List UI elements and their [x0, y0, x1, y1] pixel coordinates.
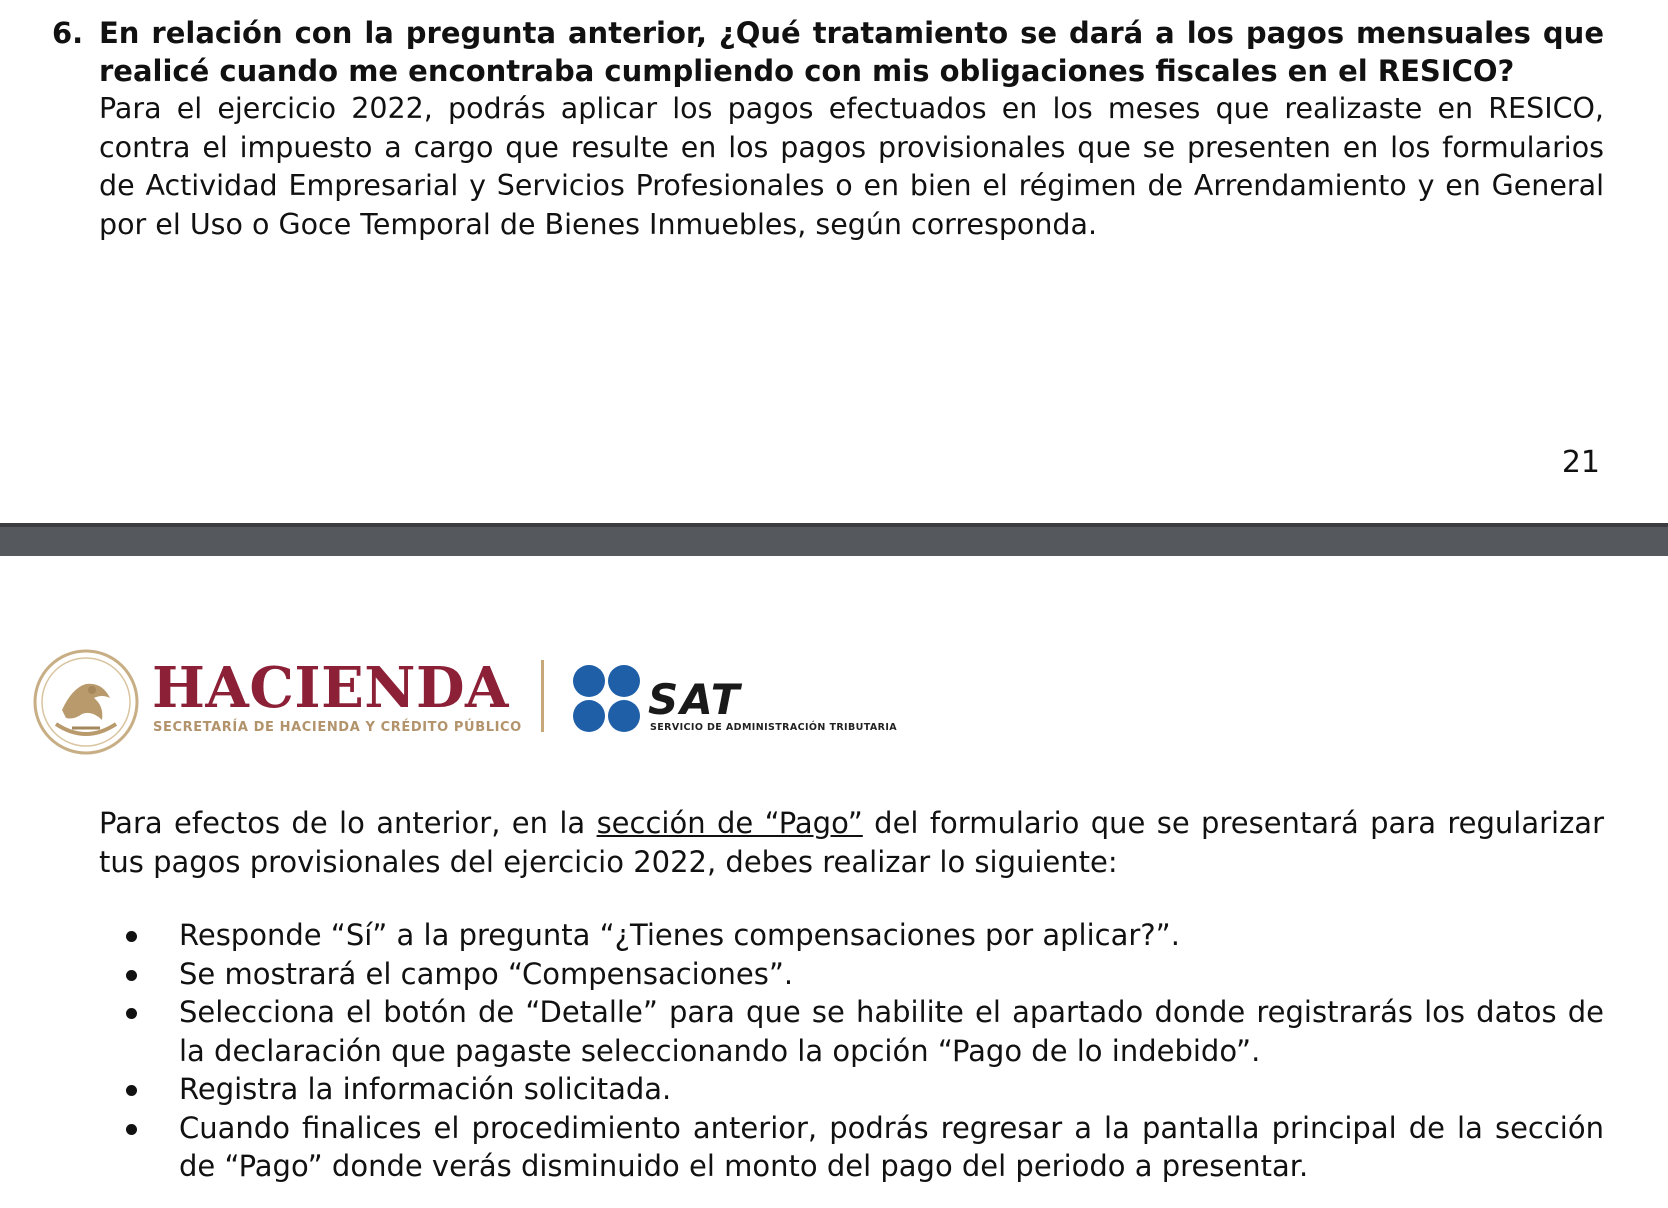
hacienda-logo-subtitle: SECRETARÍA DE HACIENDA Y CRÉDITO PÚBLICO [153, 720, 522, 735]
sat-logo-icon [572, 664, 642, 734]
list-item-text: Se mostrará el campo “Compensaciones”. [179, 956, 794, 991]
mexico-seal-icon [32, 648, 140, 756]
list-item-text: Cuando finalices el procedimiento anterior, podrás regresar a la pantalla principal de la sección de “Pago” donde verás disminuido el monto del pago del periodo a presentar. [179, 1110, 1604, 1183]
header-logos [32, 648, 912, 758]
sat-logo-title: SAT [648, 675, 742, 724]
question-text: En relación con la pregunta anterior, ¿Qué tratamiento se dará a los pagos mensuales que realicé cuando me encontraba cumpliendo con mis obligaciones fiscales en el RESICO? [99, 16, 1604, 88]
page-separator [0, 523, 1668, 556]
sat-logo-subtitle: SERVICIO DE ADMINISTRACIÓN TRIBUTARIA [650, 722, 898, 733]
document-page-22 [0, 556, 1668, 1208]
list-item [112, 955, 1604, 994]
instruction-list [112, 916, 1604, 1186]
logo-divider [541, 660, 544, 732]
list-item-text: Responde “Sí” a la pregunta “¿Tienes compensaciones por aplicar?”. [179, 918, 1180, 952]
list-item [112, 993, 1604, 1070]
list-item [112, 916, 1604, 955]
pago-section-link[interactable]: sección de “Pago” [596, 806, 863, 840]
question-number: 6. [52, 16, 84, 50]
list-item [112, 1109, 1604, 1186]
list-item-text: Selecciona el botón de “Detalle” para que se habilite el apartado donde registrarás los datos de la declaración que pagaste seleccionando la opción “Pago de lo indebido”. [179, 995, 1604, 1068]
intro-paragraph [99, 804, 1604, 881]
bullet-icon [126, 970, 137, 981]
bullet-icon [126, 1124, 137, 1135]
faq-question-block [52, 14, 1604, 244]
document-page-21 [0, 0, 1668, 523]
bullet-icon [126, 1008, 137, 1019]
intro-text-before: Para efectos de lo anterior, en la [99, 806, 597, 840]
bullet-icon [126, 1085, 137, 1096]
intro-text-after: del formulario que se presentará para regularizar tus pagos provisionales del ejercicio 2022, debes realizar lo siguiente: [99, 806, 1604, 879]
answer-text: Para el ejercicio 2022, podrás aplicar los pagos efectuados en los meses que realizaste en RESICO, contra el impuesto a cargo que resulte en los pagos provisionales que se presenten en los formularios de Actividad Empresarial y Servicios Profesionales o en bien el régimen de Arrendamiento y en General por el Uso o Goce Temporal de Bienes Inmuebles, según corresponda. [99, 92, 1604, 241]
page-number: 21 [1561, 445, 1600, 480]
bullet-icon [126, 931, 137, 942]
hacienda-logo-title: HACIENDA [152, 655, 510, 721]
list-item-text: Registra la información solicitada. [179, 1072, 672, 1106]
list-item [112, 1070, 1604, 1109]
